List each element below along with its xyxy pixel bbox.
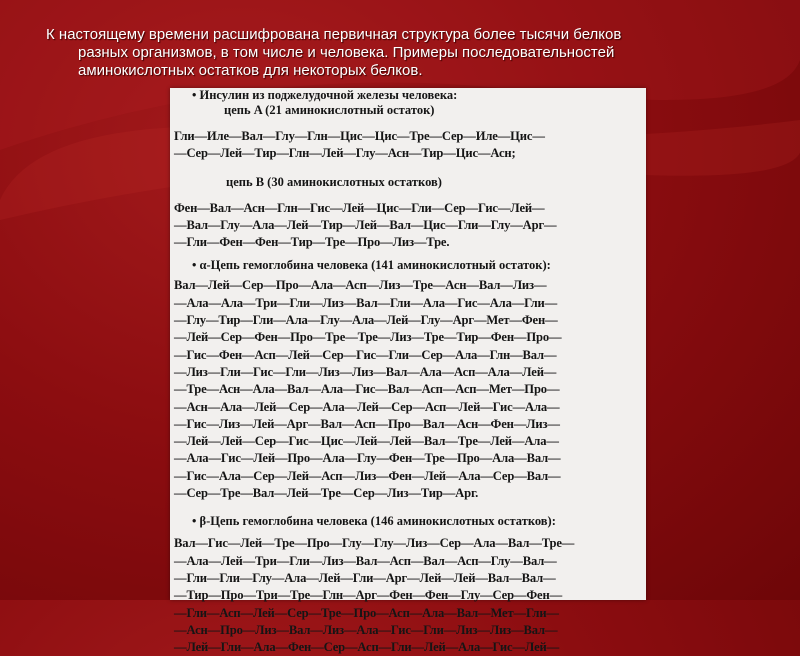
alpha-chain-line: —Глу—Тир—Гли—Ала—Глу—Ала—Лей—Глу—Арг—Мет—Фен— [174,313,558,328]
alpha-chain-line: —Гис—Лиз—Лей—Арг—Вал—Асп—Про—Вал—Асн—Фен—Лиз— [174,416,560,431]
beta-chain-line: —Гли—Асп—Лей—Сер—Тре—Про—Асп—Ала—Вал—Мет—Гли— [174,605,559,620]
chain-a-line: Гли—Иле—Вал—Глу—Глн—Цис—Цис—Тре—Сер—Иле—Цис— [174,129,545,143]
alpha-chain-line: —Лей—Сер—Фен—Про—Тре—Тре—Лиз—Тре—Тир—Фен—Про— [174,330,562,345]
beta-chain-line: —Лей—Гли—Ала—Фен—Сер—Асп—Гли—Лей—Ала—Гис—Лей— [174,640,560,655]
chain-b-line: —Вал—Глу—Ала—Лей—Тир—Лей—Вал—Цис—Гли—Глу—Арг— [174,217,557,232]
alpha-chain-line: —Ала—Гис—Лей—Про—Ала—Глу—Фен—Тре—Про—Ала—Вал— [174,451,561,466]
alpha-chain-line: —Гис—Ала—Сер—Лей—Асп—Лиз—Фен—Лей—Ала—Сер—Вал— [174,468,561,483]
insulin-title: • Инсулин из поджелудочной железы человека: [192,88,458,102]
heading-line-1: К настоящему времени расшифрована первичная структура более тысячи белков [46,26,622,43]
chain-a-line: —Сер—Лей—Тир—Глн—Лей—Глу—Асн—Тир—Цис—Асн; [174,146,516,161]
beta-chain-line: —Тир—Про—Три—Тре—Глн—Арг—Фен—Фен—Глу—Сер—Фен— [174,588,563,603]
alpha-chain-line: —Лиз—Гли—Гис—Гли—Лиз—Лиз—Вал—Ала—Асп—Ала—Лей— [174,364,557,379]
alpha-chain-line: —Асн—Ала—Лей—Сер—Ала—Лей—Сер—Асп—Лей—Гис—Ала— [174,399,560,414]
chain-b-line: —Гли—Фен—Фен—Тир—Тре—Про—Лиз—Тре. [174,235,450,250]
scanned-book-page [170,88,646,655]
alpha-chain-title: • α-Цепь гемоглобина человека (141 аминокислотный остаток): [192,258,551,273]
alpha-chain-line: —Гис—Фен—Асп—Лей—Сер—Гис—Гли—Сер—Ала—Глн—Вал— [174,347,557,362]
beta-chain-line: —Асн—Про—Лиз—Вал—Лиз—Ала—Гис—Гли—Лиз—Лиз—Вал— [174,622,558,637]
alpha-chain-line: —Сер—Тре—Вал—Лей—Тре—Сер—Лиз—Тир—Арг. [174,486,479,501]
alpha-chain-line: —Тре—Асн—Ала—Вал—Ала—Гис—Вал—Асп—Асп—Мет—Про— [174,382,560,397]
alpha-chain-line: —Ала—Ала—Три—Гли—Лиз—Вал—Гли—Ала—Гис—Ала—Гли— [174,295,558,310]
beta-chain-title: • β-Цепь гемоглобина человека (146 аминокислотных остатков): [192,514,556,529]
beta-chain-line: —Ала—Лей—Три—Гли—Лиз—Вал—Асп—Вал—Асп—Глу—Вал— [174,553,557,568]
chain-a-title: цепь A (21 аминокислотный остаток) [224,103,435,117]
sequence-column [174,88,638,656]
chain-b-line: Фен—Вал—Асн—Глн—Гис—Лей—Цис—Гли—Сер—Гис—Лей— [174,200,545,215]
heading-line-2: разных организмов, в том числе и человека. Примеры последовательностей [78,44,615,61]
beta-chain-line: —Гли—Гли—Глу—Ала—Лей—Гли—Арг—Лей—Лей—Вал—Вал— [174,570,556,585]
alpha-chain-line: Вал—Лей—Сер—Про—Ала—Асп—Лиз—Тре—Асн—Вал—Лиз— [174,278,547,293]
slide-heading [46,26,746,80]
beta-chain-line: Вал—Гис—Лей—Тре—Про—Глу—Глу—Лиз—Сер—Ала—Вал—Тре— [174,536,575,551]
alpha-chain-line: —Лей—Лей—Сер—Гис—Цис—Лей—Лей—Вал—Тре—Лей—Ала— [174,434,559,449]
chain-b-title: цепь B (30 аминокислотных остатков) [226,174,442,189]
heading-line-3: аминокислотных остатков для некоторых белков. [78,62,423,79]
